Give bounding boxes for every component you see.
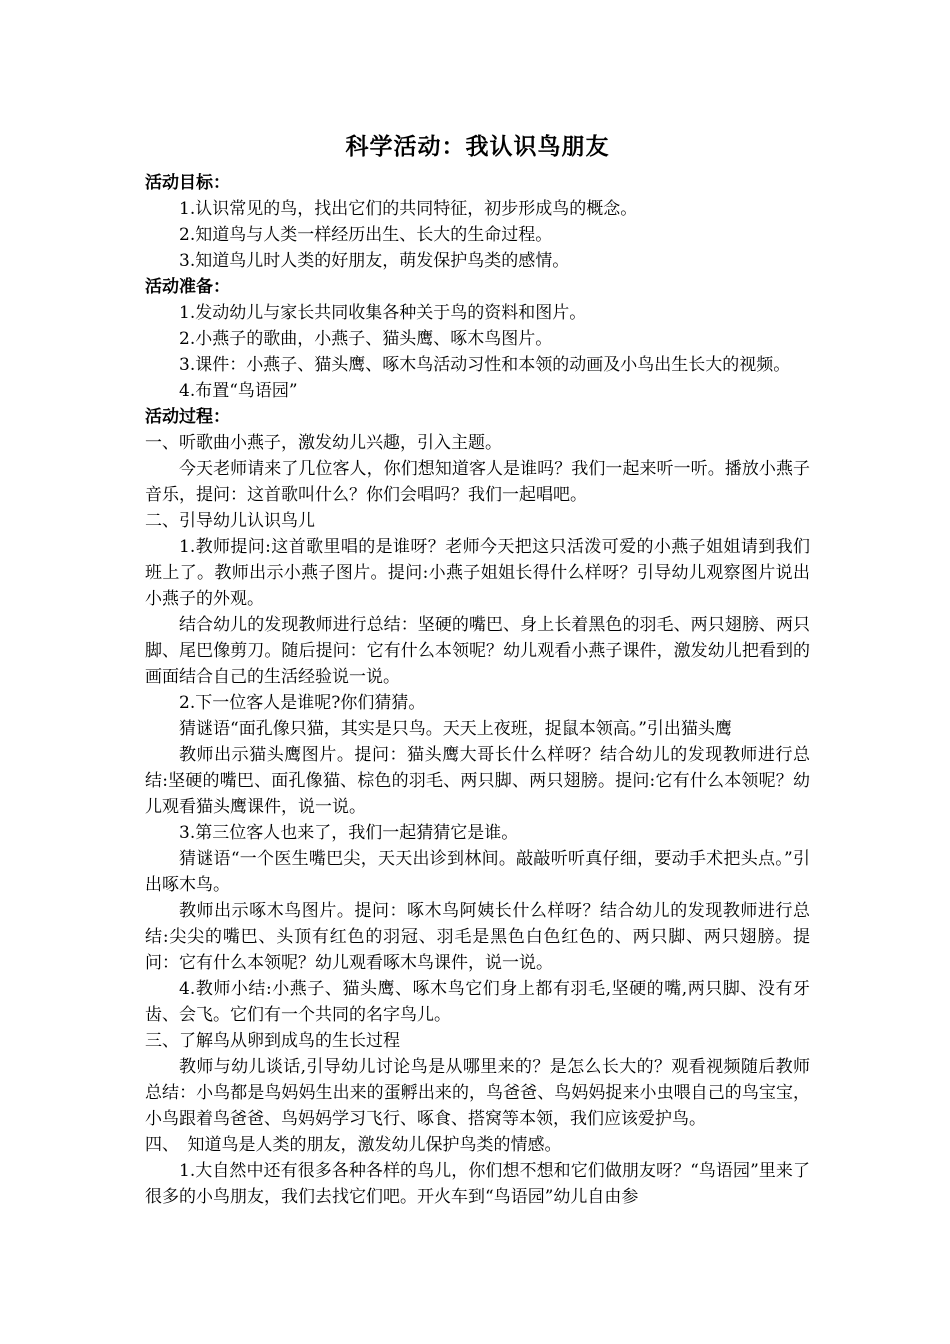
preparation-item-4: 4.布置“鸟语园” bbox=[179, 381, 298, 401]
section-2-para-4: 猜谜语“面孔像只猫，其实是只鸟。天天上夜班，捉鼠本领高。”引出猫头鹰 bbox=[179, 719, 732, 739]
section-1-para-1: 今天老师请来了几位客人，你们想知道客人是谁吗？我们一起来听一听。播放小燕子音乐，提问：这首歌叫什么？你们会唱吗？我们一起唱吧。 bbox=[145, 459, 810, 505]
preparation-heading: 活动准备： bbox=[145, 277, 230, 297]
document-page bbox=[145, 130, 810, 1210]
section-2-para-2: 结合幼儿的发现教师进行总结：坚硬的嘴巴、身上长着黑色的羽毛、两只翅膀、两只脚、尾巴像剪刀。随后提问：它有什么本领呢？幼儿观看小燕子课件，激发幼儿把看到的画面结合自己的生活经验说一说。 bbox=[145, 615, 810, 687]
preparation-item-1: 1.发动幼儿与家长共同收集各种关于鸟的资料和图片。 bbox=[179, 303, 587, 323]
section-2-para-3: 2.下一位客人是谁呢?你们猜猜。 bbox=[179, 693, 426, 713]
preparation-item-2: 2.小燕子的歌曲，小燕子、猫头鹰、啄木鸟图片。 bbox=[179, 329, 553, 349]
preparation-item-3: 3.课件：小燕子、猫头鹰、啄木鸟活动习性和本领的动画及小鸟出生长大的视频。 bbox=[179, 355, 791, 375]
section-2-para-6: 3.第三位客人也来了，我们一起猜猜它是谁。 bbox=[179, 823, 519, 843]
goal-item-3: 3.知道鸟儿时人类的好朋友，萌发保护鸟类的感情。 bbox=[179, 251, 570, 271]
section-3-title: 三、了解鸟从卵到成鸟的生长过程 bbox=[145, 1031, 400, 1051]
section-2-para-1: 1.教师提问:这首歌里唱的是谁呀？老师今天把这只活泼可爱的小燕子姐姐请到我们班上了。教师出示小燕子图片。提问:小燕子姐姐长得什么样呀？引导幼儿观察图片说出小燕子的外观。 bbox=[145, 537, 810, 609]
section-4-para-1: 1.大自然中还有很多各种各样的鸟儿，你们想不想和它们做朋友呀？“鸟语园”里来了很多的小鸟朋友，我们去找它们吧。开火车到“鸟语园”幼儿自由参 bbox=[145, 1161, 810, 1207]
section-2-title: 二、引导幼儿认识鸟儿 bbox=[145, 511, 315, 531]
section-1-title: 一、听歌曲小燕子，激发幼儿兴趣，引入主题。 bbox=[145, 433, 502, 453]
goals-heading: 活动目标： bbox=[145, 173, 230, 193]
section-3-para-1: 教师与幼儿谈话,引导幼儿讨论鸟是从哪里来的？是怎么长大的？观看视频随后教师总结：小鸟都是鸟妈妈生出来的蛋孵出来的，鸟爸爸、鸟妈妈捉来小虫喂自己的鸟宝宝，小鸟跟着鸟爸爸、鸟妈妈学习飞行、啄食、搭窝等本领，我们应该爱护鸟。 bbox=[145, 1057, 810, 1129]
goal-item-2: 2.知道鸟与人类一样经历出生、长大的生命过程。 bbox=[179, 225, 553, 245]
section-2-para-9: 4.教师小结:小燕子、猫头鹰、啄木鸟它们身上都有羽毛,坚硬的嘴,两只脚、没有牙齿、会飞。它们有一个共同的名字鸟儿。 bbox=[145, 979, 810, 1025]
process-heading: 活动过程： bbox=[145, 407, 230, 427]
section-2-para-8: 教师出示啄木鸟图片。提问：啄木鸟阿姨长什么样呀？结合幼儿的发现教师进行总结:尖尖的嘴巴、头顶有红色的羽冠、羽毛是黑色白色红色的、两只脚、两只翅膀。提问：它有什么本领呢？幼儿观看啄木鸟课件，说一说。 bbox=[145, 901, 810, 973]
document-title: 科学活动：我认识鸟朋友 bbox=[345, 133, 610, 160]
goal-item-1: 1.认识常见的鸟，找出它们的共同特征，初步形成鸟的概念。 bbox=[179, 199, 638, 219]
section-2-para-7: 猜谜语“一个医生嘴巴尖，天天出诊到林间。敲敲听听真仔细，要动手术把头点。”引出啄木鸟。 bbox=[145, 849, 810, 895]
section-2-para-5: 教师出示猫头鹰图片。提问：猫头鹰大哥长什么样呀？结合幼儿的发现教师进行总结:坚硬的嘴巴、面孔像猫、棕色的羽毛、两只脚、两只翅膀。提问:它有什么本领呢？幼儿观看猫头鹰课件，说一说。 bbox=[145, 745, 810, 817]
section-4-title: 四、 知道鸟是人类的朋友，激发幼儿保护鸟类的情感。 bbox=[145, 1135, 562, 1155]
